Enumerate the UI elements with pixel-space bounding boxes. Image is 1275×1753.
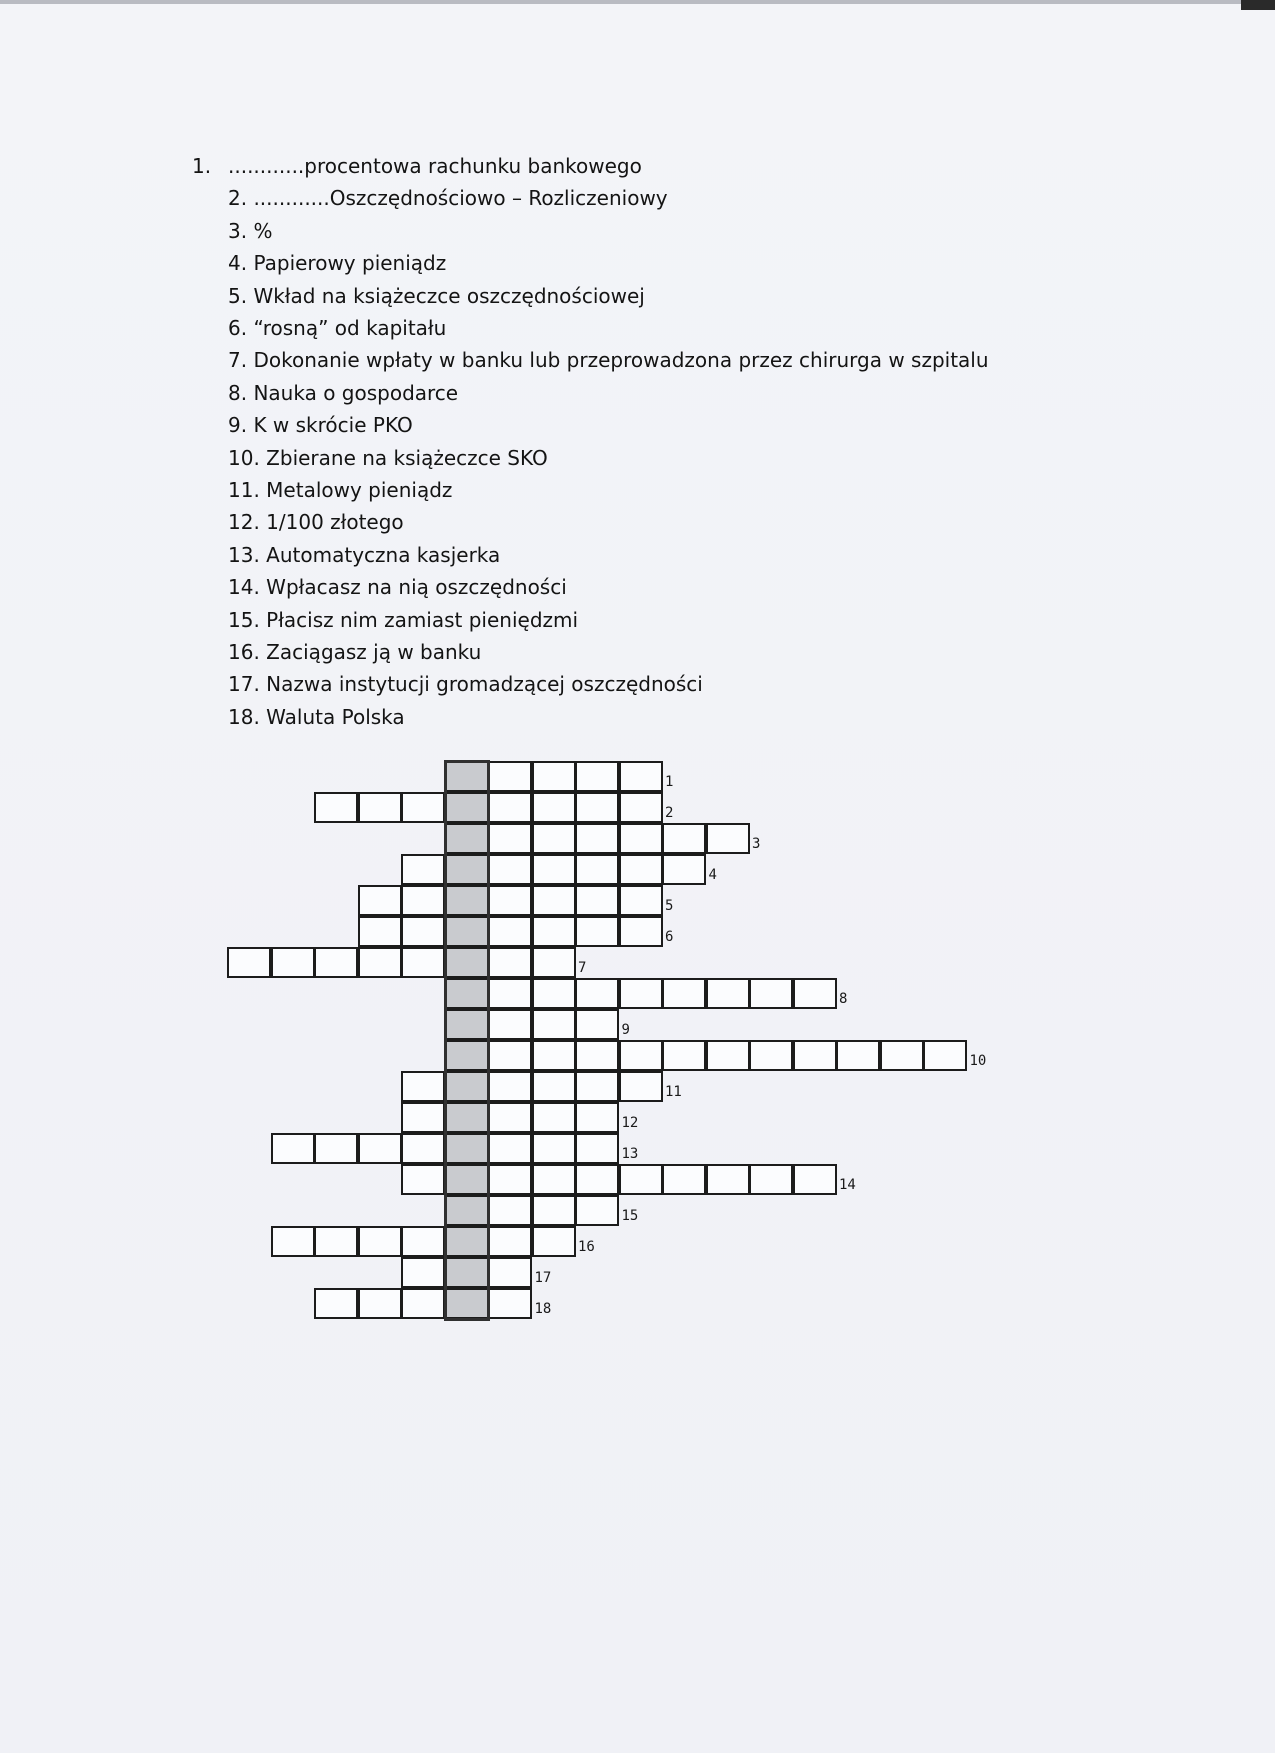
letter-cell[interactable] <box>532 1071 576 1102</box>
clue-number: 5. <box>228 283 248 308</box>
clue-text: Nazwa instytucji gromadzącej oszczędności <box>266 672 703 697</box>
letter-cell[interactable] <box>532 1195 576 1226</box>
clue-number: 14. <box>228 575 260 600</box>
letter-cell[interactable] <box>488 1164 532 1195</box>
letter-cell[interactable] <box>401 1102 445 1133</box>
letter-cell[interactable] <box>532 1226 576 1257</box>
clue-number: 11. <box>228 478 260 502</box>
letter-cell[interactable] <box>358 916 402 947</box>
letter-cell[interactable] <box>619 1040 663 1071</box>
letter-cell[interactable] <box>706 978 750 1009</box>
row-number-18: 18 <box>534 1301 552 1317</box>
letter-cell[interactable] <box>358 792 402 823</box>
clue-number: 18. <box>228 704 260 729</box>
row-number-1: 1 <box>665 774 674 790</box>
clue-number: 12. <box>228 510 260 535</box>
clue-text: Wpłacasz na nią oszczędności <box>266 575 567 600</box>
clue-7 <box>228 344 989 376</box>
letter-cell[interactable] <box>314 1226 358 1257</box>
letter-cell[interactable] <box>532 792 576 823</box>
letter-cell[interactable] <box>532 1009 576 1040</box>
clue-number: 9. <box>228 413 248 438</box>
clue-text: “rosną” od kapitału <box>253 316 447 340</box>
row-number-11: 11 <box>665 1084 682 1100</box>
clue-text: Wkład na książeczce oszczędnościowej <box>253 283 645 308</box>
key-cell[interactable] <box>445 1102 489 1133</box>
clue-14 <box>228 571 567 603</box>
letter-cell[interactable] <box>575 978 619 1009</box>
letter-cell[interactable] <box>358 947 402 978</box>
key-cell[interactable] <box>445 1257 489 1288</box>
letter-cell[interactable] <box>749 1164 793 1195</box>
letter-cell[interactable] <box>488 761 532 792</box>
clue-15 <box>228 604 578 636</box>
letter-cell[interactable] <box>401 885 445 916</box>
letter-cell[interactable] <box>358 1226 402 1257</box>
row-number-3: 3 <box>752 836 761 852</box>
clue-16 <box>228 636 481 668</box>
clue-11 <box>228 474 452 506</box>
row-number-14: 14 <box>839 1177 856 1193</box>
letter-cell[interactable] <box>358 1288 402 1319</box>
letter-cell[interactable] <box>619 885 663 916</box>
letter-cell[interactable] <box>314 947 358 978</box>
letter-cell[interactable] <box>488 1102 532 1133</box>
clue-text: Metalowy pieniądz <box>266 478 453 502</box>
letter-cell[interactable] <box>575 1071 619 1102</box>
letter-cell[interactable] <box>662 1040 706 1071</box>
letter-cell[interactable] <box>401 1071 445 1102</box>
row-number-10: 10 <box>969 1053 987 1069</box>
letter-cell[interactable] <box>793 1164 837 1195</box>
letter-cell[interactable] <box>488 1288 532 1319</box>
letter-cell[interactable] <box>488 978 532 1009</box>
letter-cell[interactable] <box>575 792 619 823</box>
letter-cell[interactable] <box>401 1133 445 1164</box>
letter-cell[interactable] <box>575 1009 619 1040</box>
letter-cell[interactable] <box>488 1133 532 1164</box>
letter-cell[interactable] <box>532 947 576 978</box>
letter-cell[interactable] <box>575 854 619 885</box>
clue-12 <box>228 506 404 538</box>
letter-cell[interactable] <box>488 885 532 916</box>
clue-text: Zaciągasz ją w banku <box>266 640 482 664</box>
letter-cell[interactable] <box>532 885 576 916</box>
letter-cell[interactable] <box>401 916 445 947</box>
clue-number: 1. <box>192 154 212 178</box>
letter-cell[interactable] <box>271 1133 315 1164</box>
letter-cell[interactable] <box>401 947 445 978</box>
clue-13 <box>228 539 500 571</box>
letter-cell[interactable] <box>401 1226 445 1257</box>
letter-cell[interactable] <box>271 1226 315 1257</box>
key-cell[interactable] <box>445 1288 489 1319</box>
letter-cell[interactable] <box>619 1071 663 1102</box>
clue-text: K w skrócie PKO <box>253 413 413 438</box>
letter-cell[interactable] <box>227 947 271 978</box>
clue-text: Zbierane na książeczce SKO <box>266 445 548 470</box>
clue-number: 6. <box>228 316 248 340</box>
letter-cell[interactable] <box>793 978 837 1009</box>
row-number-12: 12 <box>621 1115 639 1131</box>
letter-cell[interactable] <box>619 916 663 947</box>
letter-cell[interactable] <box>488 947 532 978</box>
scan-top-edge <box>0 0 1275 4</box>
clue-number: 10. <box>228 445 260 470</box>
letter-cell[interactable] <box>880 1040 924 1071</box>
clue-number: 3. <box>228 218 248 243</box>
letter-cell[interactable] <box>706 1040 750 1071</box>
clue-6 <box>228 312 446 344</box>
clue-17 <box>228 668 703 700</box>
letter-cell[interactable] <box>488 1226 532 1257</box>
clue-number: 15. <box>228 607 260 632</box>
key-cell[interactable] <box>445 1040 489 1071</box>
clue-text: 1/100 złotego <box>266 510 404 535</box>
letter-cell[interactable] <box>488 823 532 854</box>
row-number-2: 2 <box>665 805 674 821</box>
letter-cell[interactable] <box>488 792 532 823</box>
letter-cell[interactable] <box>923 1040 967 1071</box>
clue-4 <box>228 247 446 279</box>
letter-cell[interactable] <box>575 885 619 916</box>
clue-number: 7. <box>228 348 248 373</box>
letter-cell[interactable] <box>706 823 750 854</box>
row-number-16: 16 <box>578 1239 595 1255</box>
row-number-5: 5 <box>665 898 674 914</box>
clue-text: Płacisz nim zamiast pieniędzmi <box>266 607 579 632</box>
clue-text: Dokonanie wpłaty w banku lub przeprowadzona przez chirurga w szpitalu <box>253 348 989 373</box>
clue-text: Automatyczna kasjerka <box>266 542 501 567</box>
letter-cell[interactable] <box>619 761 663 792</box>
letter-cell[interactable] <box>488 1195 532 1226</box>
letter-cell[interactable] <box>314 792 358 823</box>
letter-cell[interactable] <box>575 761 619 792</box>
clue-2 <box>228 182 668 214</box>
row-number-7: 7 <box>578 960 587 976</box>
clue-1 <box>192 150 642 182</box>
letter-cell[interactable] <box>749 978 793 1009</box>
clue-10 <box>228 442 548 474</box>
key-cell[interactable] <box>445 1009 489 1040</box>
letter-cell[interactable] <box>619 792 663 823</box>
clue-text: Waluta Polska <box>266 704 405 729</box>
clue-number: 17. <box>228 672 260 697</box>
key-cell[interactable] <box>445 761 489 792</box>
letter-cell[interactable] <box>401 1257 445 1288</box>
letter-cell[interactable] <box>488 1071 532 1102</box>
letter-cell[interactable] <box>575 1133 619 1164</box>
letter-cell[interactable] <box>662 823 706 854</box>
key-cell[interactable] <box>445 1195 489 1226</box>
row-number-4: 4 <box>708 867 717 883</box>
letter-cell[interactable] <box>401 854 445 885</box>
letter-cell[interactable] <box>575 1195 619 1226</box>
key-cell[interactable] <box>445 792 489 823</box>
letter-cell[interactable] <box>488 916 532 947</box>
clue-text: Nauka o gospodarce <box>253 380 459 405</box>
clue-number: 16. <box>228 640 260 664</box>
letter-cell[interactable] <box>358 1133 402 1164</box>
clue-number: 2. <box>228 186 248 211</box>
clue-text: ............Oszczędnościowo – Rozliczeniowy <box>253 186 668 211</box>
key-cell[interactable] <box>445 1164 489 1195</box>
letter-cell[interactable] <box>488 854 532 885</box>
letter-cell[interactable] <box>662 1164 706 1195</box>
letter-cell[interactable] <box>706 1164 750 1195</box>
letter-cell[interactable] <box>532 978 576 1009</box>
clue-text: Papierowy pieniądz <box>253 251 447 276</box>
letter-cell[interactable] <box>532 1133 576 1164</box>
key-cell[interactable] <box>445 978 489 1009</box>
letter-cell[interactable] <box>662 854 706 885</box>
letter-cell[interactable] <box>401 1164 445 1195</box>
letter-cell[interactable] <box>401 1288 445 1319</box>
letter-cell[interactable] <box>532 823 576 854</box>
key-cell[interactable] <box>445 823 489 854</box>
letter-cell[interactable] <box>532 1040 576 1071</box>
letter-cell[interactable] <box>532 1164 576 1195</box>
key-cell[interactable] <box>445 854 489 885</box>
row-number-13: 13 <box>621 1146 639 1162</box>
key-cell[interactable] <box>445 1071 489 1102</box>
letter-cell[interactable] <box>619 1164 663 1195</box>
row-number-15: 15 <box>621 1208 639 1224</box>
key-cell[interactable] <box>445 1133 489 1164</box>
letter-cell[interactable] <box>358 885 402 916</box>
letter-cell[interactable] <box>488 1257 532 1288</box>
clue-number: 13. <box>228 542 260 567</box>
key-cell[interactable] <box>445 947 489 978</box>
letter-cell[interactable] <box>836 1040 880 1071</box>
row-number-6: 6 <box>665 929 674 945</box>
clue-8 <box>228 377 458 409</box>
letter-cell[interactable] <box>314 1288 358 1319</box>
letter-cell[interactable] <box>271 947 315 978</box>
letter-cell[interactable] <box>662 978 706 1009</box>
clue-text: ............procentowa rachunku bankowego <box>228 154 642 178</box>
clue-9 <box>228 409 413 441</box>
letter-cell[interactable] <box>532 1102 576 1133</box>
letter-cell[interactable] <box>619 978 663 1009</box>
clue-number: 4. <box>228 251 248 276</box>
letter-cell[interactable] <box>532 854 576 885</box>
clue-number: 8. <box>228 380 248 405</box>
clue-18 <box>228 701 405 733</box>
clue-3 <box>228 215 272 247</box>
letter-cell[interactable] <box>619 823 663 854</box>
letter-cell[interactable] <box>749 1040 793 1071</box>
letter-cell[interactable] <box>488 1040 532 1071</box>
clue-5 <box>228 280 645 312</box>
row-number-9: 9 <box>621 1022 630 1038</box>
scan-corner-mark <box>1241 0 1275 10</box>
key-cell[interactable] <box>445 1226 489 1257</box>
letter-cell[interactable] <box>532 916 576 947</box>
letter-cell[interactable] <box>619 854 663 885</box>
password-column-outline <box>444 760 491 1321</box>
letter-cell[interactable] <box>532 761 576 792</box>
row-number-8: 8 <box>839 991 848 1007</box>
letter-cell[interactable] <box>314 1133 358 1164</box>
letter-cell[interactable] <box>575 1102 619 1133</box>
letter-cell[interactable] <box>488 1009 532 1040</box>
clue-text: % <box>253 218 273 243</box>
letter-cell[interactable] <box>793 1040 837 1071</box>
letter-cell[interactable] <box>401 792 445 823</box>
letter-cell[interactable] <box>575 1164 619 1195</box>
row-number-17: 17 <box>534 1270 552 1286</box>
key-cell[interactable] <box>445 885 489 916</box>
letter-cell[interactable] <box>575 916 619 947</box>
letter-cell[interactable] <box>575 823 619 854</box>
key-cell[interactable] <box>445 916 489 947</box>
letter-cell[interactable] <box>575 1040 619 1071</box>
